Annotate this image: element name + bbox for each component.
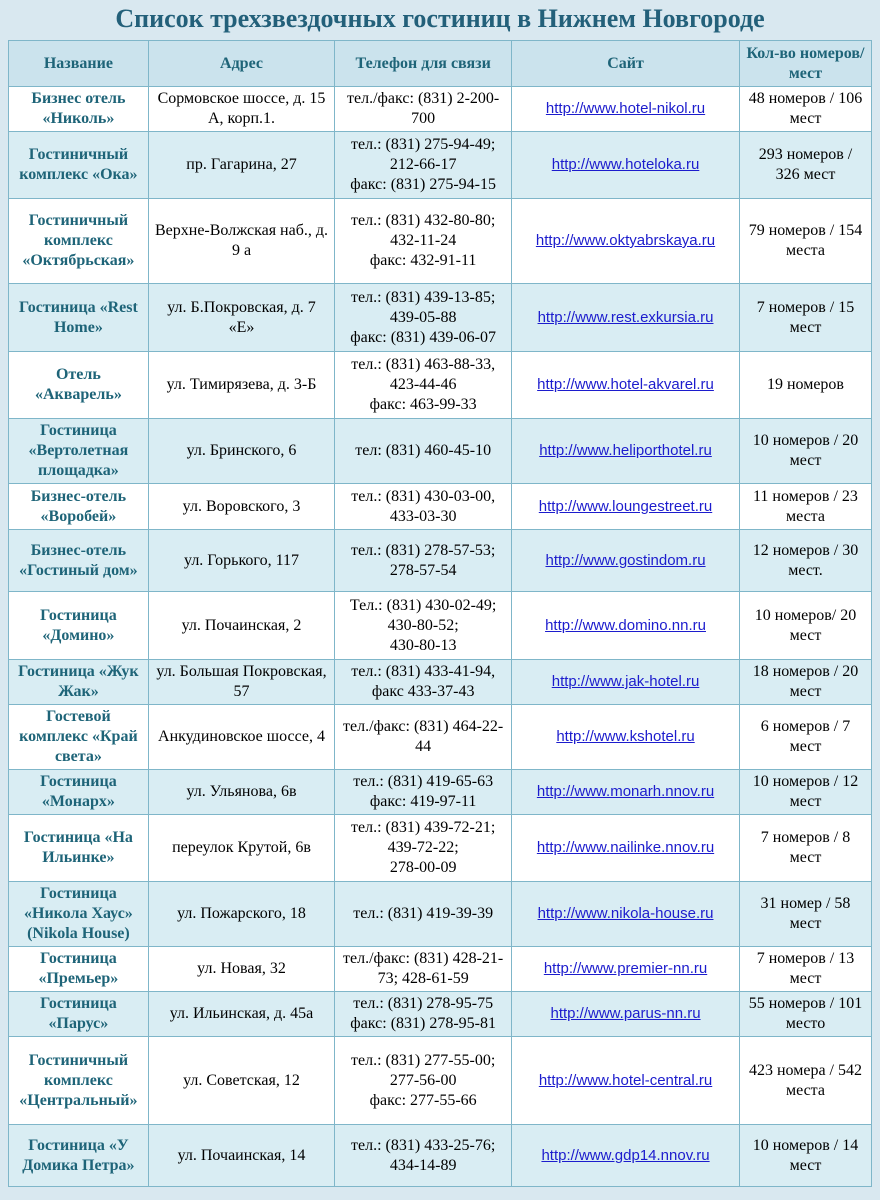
- hotel-address: ул. Новая, 32: [148, 947, 334, 992]
- hotel-name: Гостиница «Rest Home»: [9, 284, 149, 352]
- hotel-site-link[interactable]: http://www.oktyabrskaya.ru: [535, 232, 716, 249]
- hotel-row: [9, 132, 872, 199]
- hotel-row: [9, 352, 872, 419]
- hotel-row: [9, 530, 872, 592]
- hotel-address: переулок Крутой, 6в: [148, 815, 334, 882]
- hotel-rooms: 7 номеров / 15 мест: [739, 284, 871, 352]
- hotel-phone: тел.: (831) 430-03-00, 433-03-30: [335, 484, 512, 530]
- hotel-row: [9, 592, 872, 660]
- hotel-site-link[interactable]: http://www.gdp14.nnov.ru: [541, 1146, 710, 1164]
- hotel-site-cell: [512, 815, 740, 882]
- hotel-site-link[interactable]: http://www.hotel-nikol.ru: [545, 100, 706, 117]
- hotel-address: ул. Бринского, 6: [148, 419, 334, 484]
- hotel-name: Гостиница «Монарх»: [9, 770, 149, 815]
- hotel-row: [9, 484, 872, 530]
- hotel-address: ул. Пожарского, 18: [148, 882, 334, 947]
- hotel-address: ул. Советская, 12: [148, 1037, 334, 1125]
- hotel-address: ул. Почаинская, 14: [148, 1125, 334, 1187]
- hotel-address: ул. Тимирязева, д. 3-Б: [148, 352, 334, 419]
- hotel-site-cell: [512, 992, 740, 1037]
- hotel-site-cell: [512, 1125, 740, 1187]
- hotel-phone: тел.: (831) 419-65-63 факс: 419-97-11: [335, 770, 512, 815]
- hotel-site-link[interactable]: http://www.hoteloka.ru: [551, 156, 700, 173]
- hotel-row: [9, 882, 872, 947]
- col-header-name: Название: [9, 41, 149, 87]
- hotel-rooms: 293 номеров / 326 мест: [739, 132, 871, 199]
- hotel-phone: Тел.: (831) 430-02-49; 430-80-52; 430-80-13: [335, 592, 512, 660]
- hotel-site-link[interactable]: http://www.jak-hotel.ru: [551, 673, 700, 690]
- hotel-rooms: 7 номеров / 8 мест: [739, 815, 871, 882]
- hotel-site-cell: [512, 1037, 740, 1125]
- col-header-site: Сайт: [512, 41, 740, 87]
- hotel-name: Гостевой комплекс «Край света»: [9, 705, 149, 770]
- hotel-site-cell: [512, 882, 740, 947]
- col-header-phone: Телефон для связи: [335, 41, 512, 87]
- hotel-address: ул. Большая Покровская, 57: [148, 660, 334, 705]
- hotel-address: ул. Воровского, 3: [148, 484, 334, 530]
- hotel-phone: тел./факс: (831) 464-22-44: [335, 705, 512, 770]
- hotel-site-link[interactable]: http://www.premier-nn.ru: [543, 960, 708, 977]
- hotel-name: Гостиница «Никола Хаус» (Nikola House): [9, 882, 149, 947]
- hotel-site-link[interactable]: http://www.heliporthotel.ru: [539, 442, 712, 459]
- hotel-site-cell: [512, 705, 740, 770]
- hotel-rooms: 10 номеров / 12 мест: [739, 770, 871, 815]
- hotel-row: [9, 199, 872, 284]
- hotel-row: [9, 1037, 872, 1125]
- hotel-name: Гостиница «На Ильинке»: [9, 815, 149, 882]
- hotel-address: ул. Ильинская, д. 45а: [148, 992, 334, 1037]
- hotel-rooms: 6 номеров / 7 мест: [739, 705, 871, 770]
- hotel-name: Отель «Акварель»: [9, 352, 149, 419]
- hotel-site-link[interactable]: http://www.hotel-akvarel.ru: [537, 376, 714, 393]
- hotel-rooms: 79 номеров / 154 места: [739, 199, 871, 284]
- hotel-rooms: 19 номеров: [739, 352, 871, 419]
- hotel-rooms: 423 номера / 542 места: [739, 1037, 871, 1125]
- hotel-phone: тел.: (831) 433-41-94, факс 433-37-43: [335, 660, 512, 705]
- hotel-name: Гостиничный комплекс «Центральный»: [9, 1037, 149, 1125]
- hotel-site-cell: [512, 352, 740, 419]
- hotel-name: Гостиничный комплекс «Октябрьская»: [9, 199, 149, 284]
- hotel-site-cell: [512, 419, 740, 484]
- hotel-row: [9, 705, 872, 770]
- hotel-site-cell: [512, 484, 740, 530]
- hotel-address: Анкудиновское шоссе, 4: [148, 705, 334, 770]
- hotel-site-link[interactable]: http://www.domino.nn.ru: [545, 616, 706, 634]
- hotel-row: [9, 815, 872, 882]
- hotel-name: Гостиница «Премьер»: [9, 947, 149, 992]
- hotel-rooms: 48 номеров / 106 мест: [739, 87, 871, 132]
- hotel-row: [9, 419, 872, 484]
- hotel-site-link[interactable]: http://www.nailinke.nnov.ru: [536, 839, 715, 856]
- hotel-site-link[interactable]: http://www.nikola-house.ru: [537, 905, 714, 922]
- hotel-site-cell: [512, 947, 740, 992]
- hotel-name: Гостиница «Домино»: [9, 592, 149, 660]
- hotel-row: [9, 660, 872, 705]
- hotel-address: ул. Б.Покровская, д. 7 «Е»: [148, 284, 334, 352]
- hotels-table: [8, 40, 872, 1187]
- header-row: [9, 41, 872, 87]
- hotel-row: [9, 770, 872, 815]
- hotel-row: [9, 992, 872, 1037]
- hotel-site-cell: [512, 660, 740, 705]
- hotel-name: Гостиница «Жук Жак»: [9, 660, 149, 705]
- hotel-site-link[interactable]: http://www.rest.exkursia.ru: [537, 308, 714, 326]
- page-title: Список трехзвездочных гостиниц в Нижнем Новгороде: [115, 4, 765, 33]
- hotel-address: ул. Почаинская, 2: [148, 592, 334, 660]
- hotel-site-link[interactable]: http://www.loungestreet.ru: [538, 497, 713, 515]
- hotel-site-link[interactable]: http://www.parus-nn.ru: [550, 1005, 701, 1022]
- hotel-phone: тел.: (831) 275-94-49; 212-66-17 факс: (831) 275-94-15: [335, 132, 512, 199]
- hotel-name: Бизнес-отель «Воробей»: [9, 484, 149, 530]
- hotel-phone: тел.: (831) 278-95-75 факс: (831) 278-95-81: [335, 992, 512, 1037]
- hotel-phone: тел.: (831) 433-25-76; 434-14-89: [335, 1125, 512, 1187]
- col-header-address: Адрес: [148, 41, 334, 87]
- hotel-phone: тел.: (831) 439-72-21; 439-72-22; 278-00-09: [335, 815, 512, 882]
- hotel-rooms: 10 номеров/ 20 мест: [739, 592, 871, 660]
- hotels-table-body: [9, 87, 872, 1187]
- hotel-rooms: 10 номеров / 14 мест: [739, 1125, 871, 1187]
- hotel-site-link[interactable]: http://www.monarh.nnov.ru: [536, 783, 715, 800]
- hotel-phone: тел.: (831) 277-55-00; 277-56-00 факс: 277-55-66: [335, 1037, 512, 1125]
- hotel-site-link[interactable]: http://www.gostindom.ru: [545, 551, 706, 569]
- hotel-address: Сормовское шоссе, д. 15 А, корп.1.: [148, 87, 334, 132]
- hotel-rooms: 31 номер / 58 мест: [739, 882, 871, 947]
- hotel-phone: тел.: (831) 439-13-85; 439-05-88 факс: (831) 439-06-07: [335, 284, 512, 352]
- hotel-rooms: 7 номеров / 13 мест: [739, 947, 871, 992]
- hotel-phone: тел: (831) 460-45-10: [335, 419, 512, 484]
- hotel-phone: тел.: (831) 463-88-33, 423-44-46 факс: 463-99-33: [335, 352, 512, 419]
- hotel-address: ул. Горького, 117: [148, 530, 334, 592]
- hotel-row: [9, 947, 872, 992]
- hotel-address: пр. Гагарина, 27: [148, 132, 334, 199]
- hotel-rooms: 55 номеров / 101 место: [739, 992, 871, 1037]
- hotel-name: Гостиница «У Домика Петра»: [9, 1125, 149, 1187]
- hotel-address: ул. Ульянова, 6в: [148, 770, 334, 815]
- hotel-name: Гостиничный комплекс «Ока»: [9, 132, 149, 199]
- hotel-phone: тел.: (831) 432-80-80; 432-11-24 факс: 432-91-11: [335, 199, 512, 284]
- hotel-rooms: 18 номеров / 20 мест: [739, 660, 871, 705]
- hotel-row: [9, 87, 872, 132]
- hotel-rooms: 11 номеров / 23 места: [739, 484, 871, 530]
- hotel-phone: тел.: (831) 419-39-39: [335, 882, 512, 947]
- hotel-name: Гостиница «Вертолетная площадка»: [9, 419, 149, 484]
- hotel-site-cell: [512, 530, 740, 592]
- hotel-site-cell: [512, 199, 740, 284]
- hotel-rooms: 12 номеров / 30 мест.: [739, 530, 871, 592]
- hotel-phone: тел.: (831) 278-57-53; 278-57-54: [335, 530, 512, 592]
- hotel-rooms: 10 номеров / 20 мест: [739, 419, 871, 484]
- hotel-site-cell: [512, 770, 740, 815]
- hotel-name: Гостиница «Парус»: [9, 992, 149, 1037]
- hotel-site-cell: [512, 132, 740, 199]
- hotel-address: Верхне-Волжская наб., д. 9 а: [148, 199, 334, 284]
- hotel-row: [9, 1125, 872, 1187]
- hotel-phone: тел./факс: (831) 2-200-700: [335, 87, 512, 132]
- hotel-name: Бизнес-отель «Гостиный дом»: [9, 530, 149, 592]
- hotel-name: Бизнес отель «Николь»: [9, 87, 149, 132]
- hotel-site-cell: [512, 87, 740, 132]
- hotel-phone: тел./факс: (831) 428-21-73; 428-61-59: [335, 947, 512, 992]
- hotel-site-cell: [512, 592, 740, 660]
- hotel-site-link[interactable]: http://www.hotel-central.ru: [538, 1071, 713, 1089]
- hotel-site-link[interactable]: http://www.kshotel.ru: [556, 728, 695, 745]
- col-header-rooms: Кол-во номеров/мест: [739, 41, 871, 87]
- hotel-row: [9, 284, 872, 352]
- hotel-site-cell: [512, 284, 740, 352]
